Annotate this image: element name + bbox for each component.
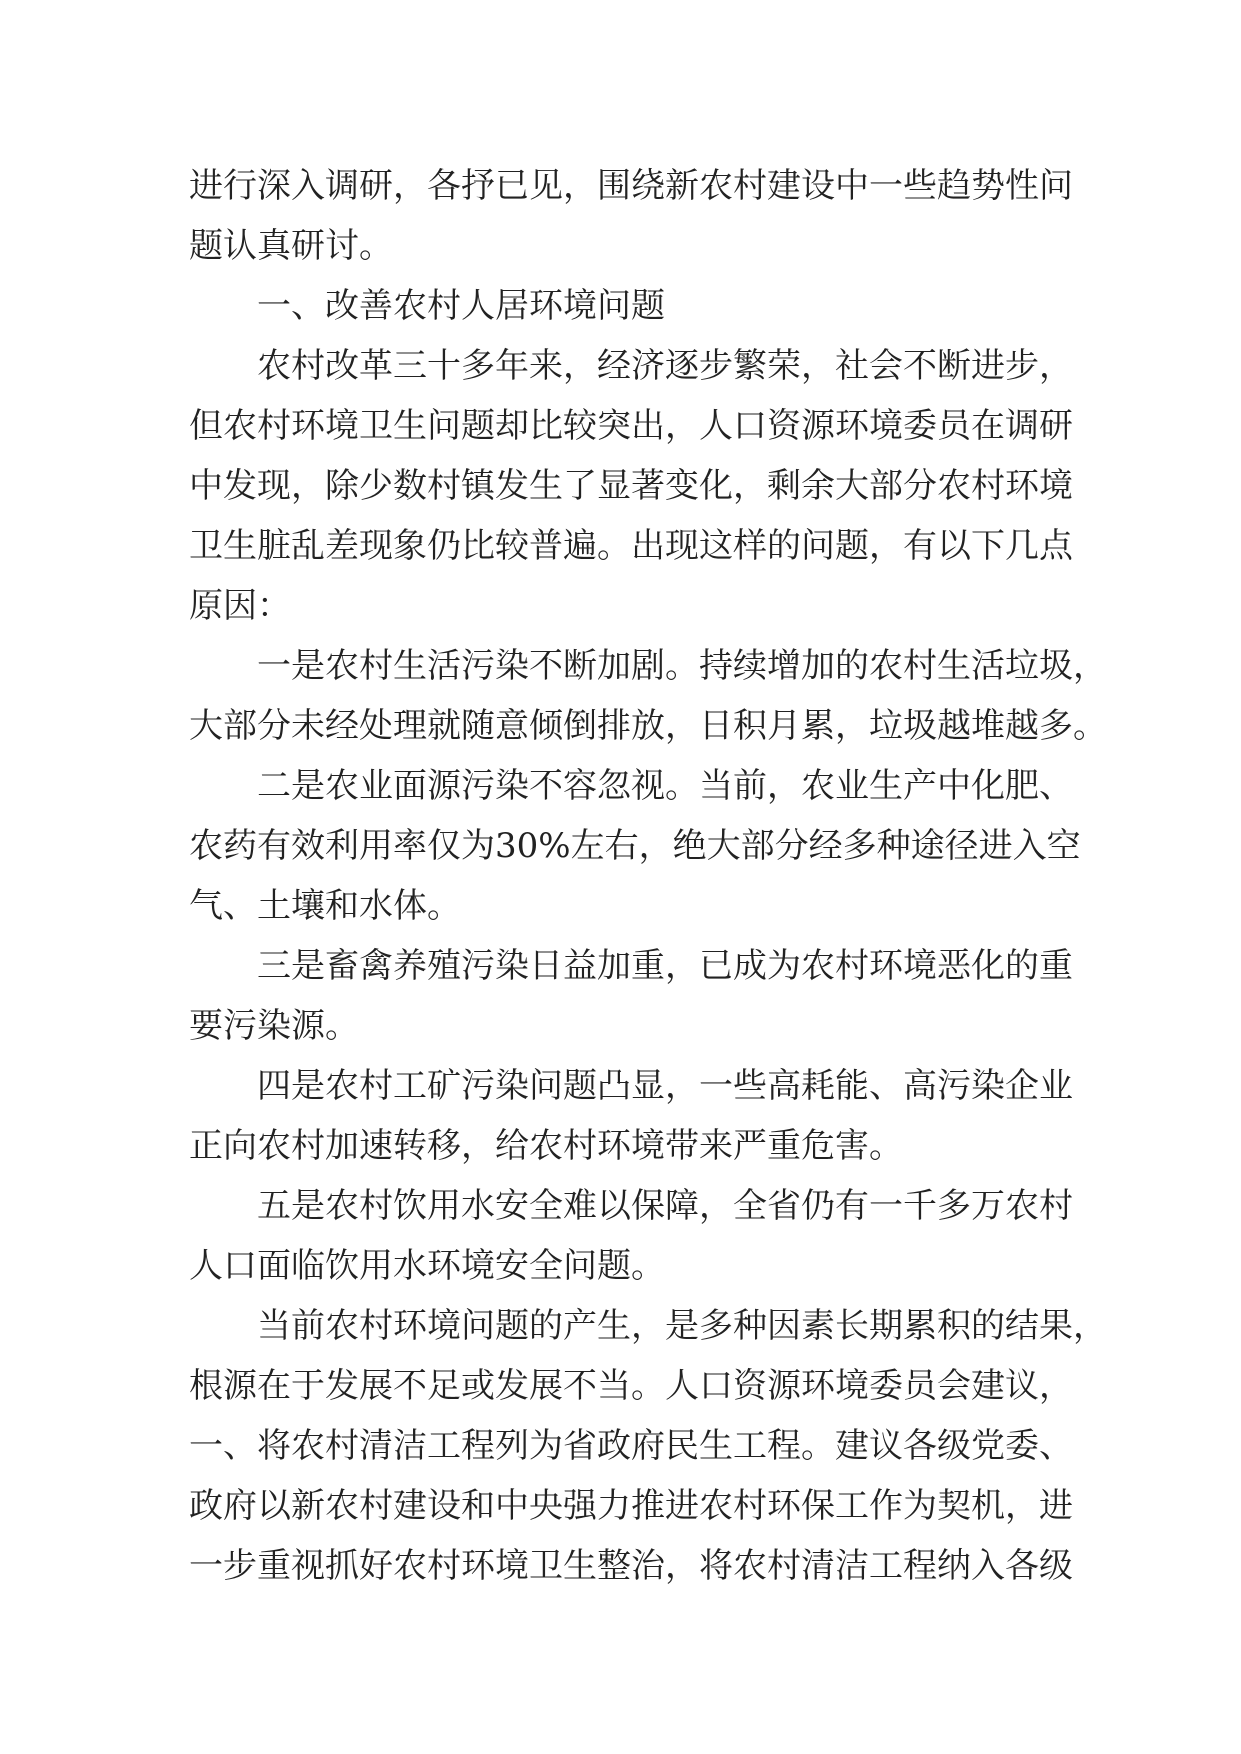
text-line: 中发现，除少数村镇发生了显著变化，剩余大部分农村环境 (189, 466, 1073, 506)
text-line: 气、土壤和水体。 (189, 886, 461, 926)
text-line: 农药有效利用率仅为30%左右，绝大部分经多种途径进入空 (189, 826, 1081, 866)
text-line: 进行深入调研，各抒已见，围绕新农村建设中一些趋势性问 (189, 166, 1073, 206)
text-line: 原因： (189, 586, 291, 626)
text-line: 三是畜禽养殖污染日益加重，已成为农村环境恶化的重 (257, 946, 1073, 986)
text-line: 二是农业面源污染不容忽视。当前，农业生产中化肥、 (257, 766, 1073, 806)
document-body (189, 156, 1107, 1596)
text-line: 一、将农村清洁工程列为省政府民生工程。建议各级党委、 (189, 1426, 1073, 1466)
text-line: 当前农村环境问题的产生，是多种因素长期累积的结果， (257, 1306, 1107, 1346)
text-line: 农村改革三十多年来，经济逐步繁荣，社会不断进步， (257, 346, 1073, 386)
text-line: 要污染源。 (189, 1006, 359, 1046)
text-line: 题认真研讨。 (189, 226, 393, 266)
text-line: 一步重视抓好农村环境卫生整治，将农村清洁工程纳入各级 (189, 1546, 1073, 1586)
text-line: 人口面临饮用水环境安全问题。 (189, 1246, 665, 1286)
text-line: 正向农村加速转移，给农村环境带来严重危害。 (189, 1126, 903, 1166)
text-line: 大部分未经处理就随意倾倒排放，日积月累，垃圾越堆越多。 (189, 706, 1107, 746)
text-line: 卫生脏乱差现象仍比较普遍。出现这样的问题，有以下几点 (189, 526, 1073, 566)
text-line: 一、改善农村人居环境问题 (257, 286, 665, 326)
text-line: 政府以新农村建设和中央强力推进农村环保工作为契机，进 (189, 1486, 1073, 1526)
text-line: 但农村环境卫生问题却比较突出，人口资源环境委员在调研 (189, 406, 1073, 446)
text-line: 根源在于发展不足或发展不当。人口资源环境委员会建议， (189, 1366, 1073, 1406)
text-line: 四是农村工矿污染问题凸显，一些高耗能、高污染企业 (257, 1066, 1073, 1106)
text-line: 一是农村生活污染不断加剧。持续增加的农村生活垃圾， (257, 646, 1107, 686)
text-line: 五是农村饮用水安全难以保障，全省仍有一千多万农村 (257, 1186, 1073, 1226)
